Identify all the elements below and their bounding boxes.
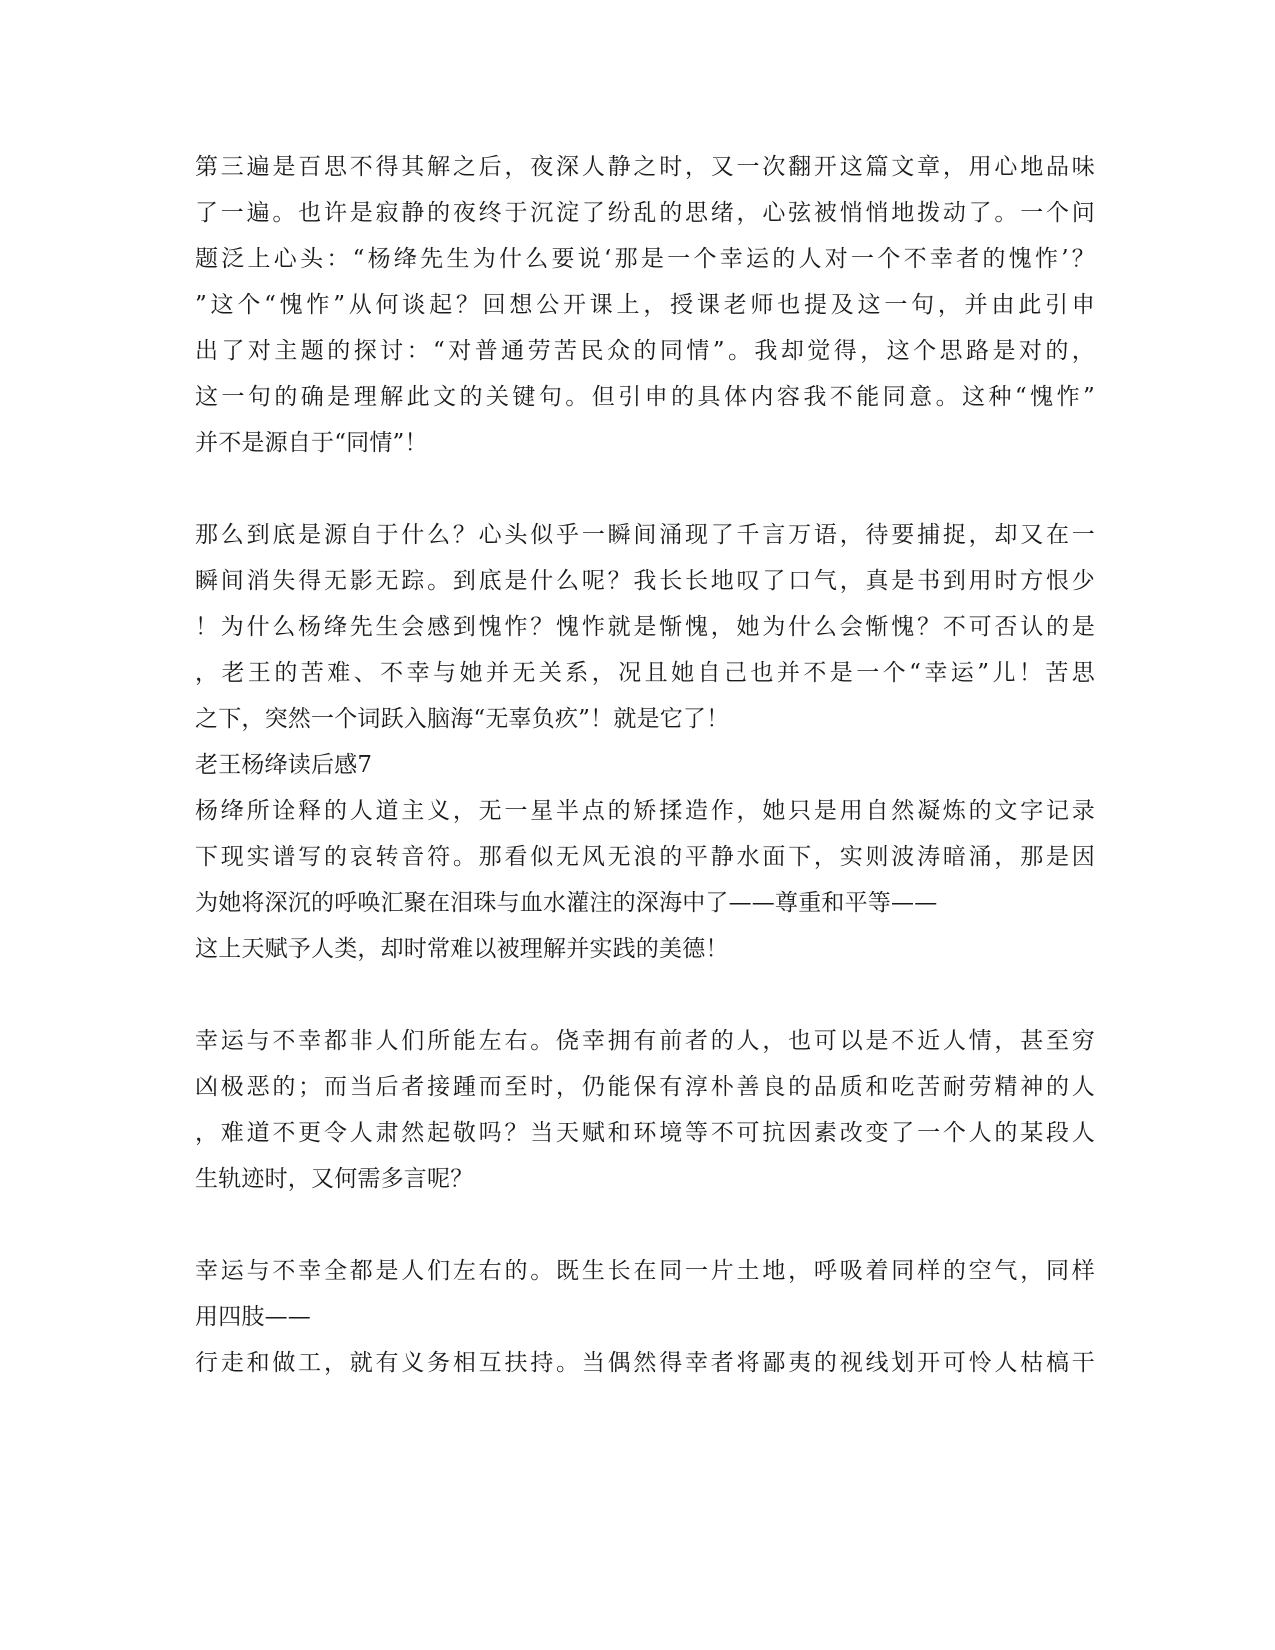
text-line: ，老王的苦难、不幸与她并无关系，况且她自己也并不是一个“幸运”儿！苦思	[195, 660, 1095, 686]
text-line: 杨绛所诠释的人道主义，无一星半点的矫揉造作，她只是用自然凝炼的文字记录	[195, 798, 1095, 824]
text-line: 幸运与不幸全都是人们左右的。既生长在同一片土地，呼吸着同样的空气，同样	[195, 1258, 1095, 1284]
text-line: 了一遍。也许是寂静的夜终于沉淀了纷乱的思绪，心弦被悄悄地拨动了。一个问	[195, 200, 1095, 226]
text-line: 题泛上心头：“杨绛先生为什么要说‘那是一个幸运的人对一个不幸者的愧怍’？	[195, 246, 1095, 272]
section-heading: 老王杨绛读后感7	[195, 752, 373, 778]
text-line: 那么到底是源自于什么？心头似乎一瞬间涌现了千言万语，待要捕捉，却又在一	[195, 522, 1095, 548]
text-line: 生轨迹时，又何需多言呢？	[195, 1166, 474, 1192]
text-line: 瞬间消失得无影无踪。到底是什么呢？我长长地叹了口气，真是书到用时方恨少	[195, 568, 1095, 594]
text-line: 为她将深沉的呼唤汇聚在泪珠与血水灌注的深海中了——尊重和平等——	[195, 890, 938, 916]
text-line: 凶极恶的；而当后者接踵而至时，仍能保有淳朴善良的品质和吃苦耐劳精神的人	[195, 1074, 1095, 1100]
text-line: 并不是源自于“同情”！	[195, 430, 428, 456]
text-line: 用四肢——	[195, 1304, 311, 1330]
text-line: 出了对主题的探讨：“对普通劳苦民众的同情”。我却觉得，这个思路是对的，	[195, 338, 1095, 364]
text-line: ”这个“愧怍”从何谈起？回想公开课上，授课老师也提及这一句，并由此引申	[195, 292, 1095, 318]
text-line: 行走和做工，就有义务相互扶持。当偶然得幸者将鄙夷的视线划开可怜人枯槁干	[195, 1350, 1095, 1376]
text-line: 第三遍是百思不得其解之后，夜深人静之时，又一次翻开这篇文章，用心地品味	[195, 154, 1095, 180]
text-line: ，难道不更令人肃然起敬吗？当天赋和环境等不可抗因素改变了一个人的某段人	[195, 1120, 1095, 1146]
text-line: 之下，突然一个词跃入脑海“无辜负疚”！就是它了！	[195, 706, 730, 732]
text-line: 下现实谱写的哀转音符。那看似无风无浪的平静水面下，实则波涛暗涌，那是因	[195, 844, 1095, 870]
text-line: 这一句的确是理解此文的关键句。但引申的具体内容我不能同意。这种“愧怍”	[195, 384, 1095, 410]
text-line: ！为什么杨绛先生会感到愧怍？愧怍就是惭愧，她为什么会惭愧？不可否认的是	[195, 614, 1095, 640]
text-line: 幸运与不幸都非人们所能左右。侥幸拥有前者的人，也可以是不近人情，甚至穷	[195, 1028, 1095, 1054]
text-line: 这上天赋予人类，却时常难以被理解并实践的美德！	[195, 936, 729, 962]
